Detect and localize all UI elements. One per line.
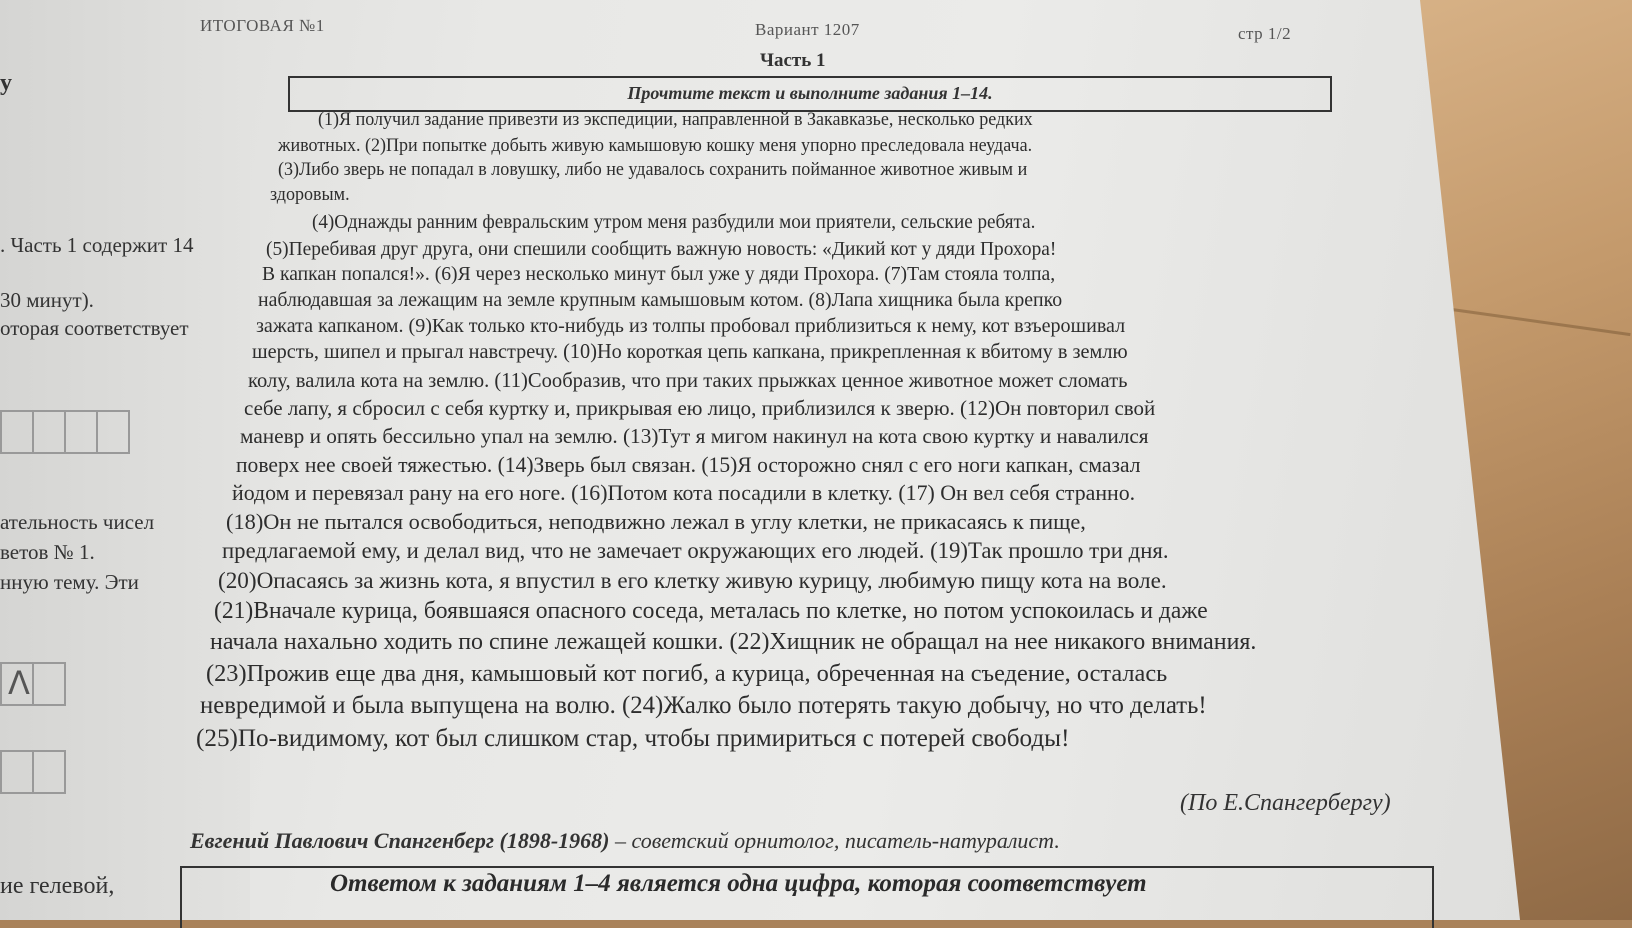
left-fragment: оторая соответствует xyxy=(0,316,189,340)
left-fragment: нную тему. Эти xyxy=(0,570,139,594)
text-line: В капкан попался!». (6)Я через несколько минут был уже у дяди Прохора. (7)Там стояла толпа, xyxy=(262,263,1056,285)
answer-instruction: Ответом к заданиям 1–4 является одна цифра, которая соответствует xyxy=(330,870,1147,897)
author-note xyxy=(190,828,1060,854)
left-fragment: ие гелевой, xyxy=(0,873,115,899)
text-line: начала нахально ходить по спине лежащей кошки. (22)Хищник не обращал на нее никакого внимания. xyxy=(210,628,1257,655)
handwritten-answer: Λ xyxy=(8,664,30,702)
left-fragment: . Часть 1 содержит 14 xyxy=(0,233,194,257)
author-description: – советский орнитолог, писатель-натуралист. xyxy=(609,828,1060,853)
text-line: колу, валила кота на землю. (11)Сообразив, что при таких прыжках ценное животное может сломать xyxy=(248,368,1128,392)
text-line: здоровым. xyxy=(270,185,350,205)
header-variant: Вариант 1207 xyxy=(755,20,860,39)
text-line: (1)Я получил задание привезти из экспедиции, направленной в Закавказье, несколько редких xyxy=(318,110,1033,130)
instruction-text: Прочтите текст и выполните задания 1–14. xyxy=(627,83,993,103)
text-line: себе лапу, я сбросил с себя куртку и, прикрывая ею лицо, приблизился к зверю. (12)Он повторил свой xyxy=(244,396,1156,420)
text-line: маневр и опять бессильно упал на землю. (13)Тут я мигом накинул на кота свою куртку и навалился xyxy=(240,424,1149,448)
text-line: предлагаемой ему, и делал вид, что не замечает окружающих его людей. (19)Так прошло три дня. xyxy=(222,538,1169,563)
text-line: зажата капканом. (9)Как только кто-нибудь из толпы пробовал приблизиться к нему, кот взъерошивал xyxy=(256,315,1126,337)
text-line: (4)Однажды ранним февральским утром меня разбудили мои приятели, сельские ребята. xyxy=(312,212,1036,233)
answer-cells xyxy=(0,410,128,454)
header-page: стр 1/2 xyxy=(1238,24,1292,43)
text-line: (20)Опасаясь за жизнь кота, я впустил в его клетку живую курицу, любимую пищу кота на воле. xyxy=(218,568,1167,594)
text-line: невредимой и была выпущена на волю. (24)Жалко было потерять такую добычу, но что делать! xyxy=(200,692,1207,719)
text-line: поверх нее своей тяжестью. (14)Зверь был связан. (15)Я осторожно снял с его ноги капкан, смазал xyxy=(236,452,1141,477)
text-line: (23)Прожив еще два дня, камышовый кот погиб, а курица, обреченная на съедение, осталась xyxy=(206,660,1168,687)
text-line: (18)Он не пытался освободиться, неподвижно лежал в углу клетки, не прикасаясь к пище, xyxy=(226,509,1086,534)
answer-cells xyxy=(0,750,64,794)
text-line: шерсть, шипел и прыгал навстречу. (10)Но короткая цепь капкана, прикрепленная к вбитому в землю xyxy=(252,341,1128,363)
header-left: ИТОГОВАЯ №1 xyxy=(200,16,325,35)
instruction-box xyxy=(288,76,1332,112)
text-line: (21)Вначале курица, боявшаяся опасного соседа, металась по клетке, но потом успокоилась и даже xyxy=(214,598,1208,624)
source-citation: (По Е.Спангербергу) xyxy=(1180,790,1391,816)
text-line: (3)Либо зверь не попадал в ловушку, либо не удавалось сохранить пойманное животное живым и xyxy=(278,160,1028,180)
left-fragment: ветов № 1. xyxy=(0,540,95,564)
author-name: Евгений Павлович Спангенберг (1898-1968) xyxy=(190,828,610,853)
left-fragment: у xyxy=(0,70,12,96)
text-line: животных. (2)При попытке добыть живую камышовую кошку меня упорно преследовала неудача. xyxy=(278,136,1033,156)
text-line: йодом и перевязал рану на его ноге. (16)Потом кота посадили в клетку. (17) Он вел себя странно. xyxy=(232,480,1136,505)
text-line: наблюдавшая за лежащим на земле крупным камышовым котом. (8)Лапа хищника была крепко xyxy=(258,289,1063,311)
left-fragment: 30 минут). xyxy=(0,288,94,312)
part-title: Часть 1 xyxy=(760,50,826,71)
left-fragment: ательность чисел xyxy=(0,510,155,534)
text-line: (5)Перебивая друг друга, они спешили сообщить важную новость: «Дикий кот у дяди Прохора! xyxy=(266,238,1057,260)
text-line: (25)По-видимому, кот был слишком стар, чтобы примириться с потерей свободы! xyxy=(196,724,1070,752)
